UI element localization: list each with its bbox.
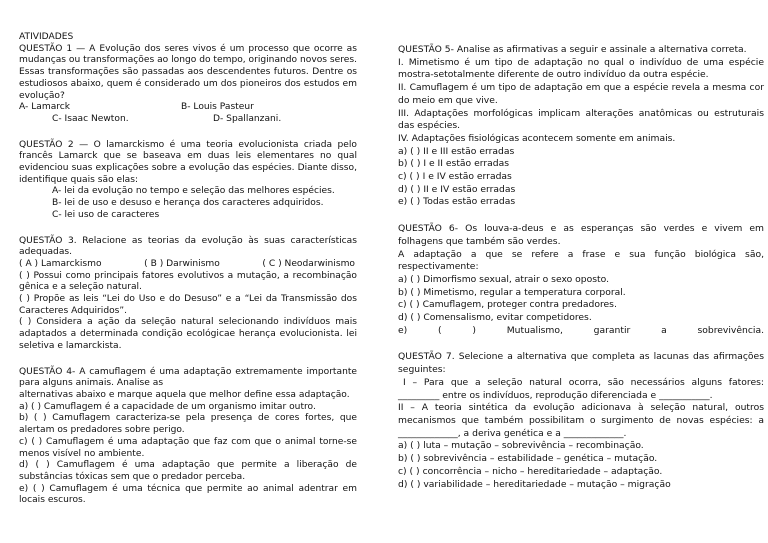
question-4-option-c: c) ( ) Camuflagem é uma adaptação que faz com que o animal torne-se menos visível no ambiente. (19, 436, 357, 459)
question-1-option-d: D- Spallanzani. (213, 113, 282, 124)
question-5-option-e: e) ( ) Todas estão erradas (398, 196, 516, 208)
question-4-option-e: e) ( ) Camuflagem é uma técnica que permite ao animal adentrar em locais escuros. (19, 483, 357, 506)
page-title: ATIVIDADES (19, 32, 74, 42)
question-4 (19, 367, 357, 507)
question-3-theories (19, 259, 357, 271)
question-5-option-c: c) ( ) I e IV estão erradas (398, 171, 512, 183)
question-4-option-b: b) ( ) Camuflagem caracteriza-se pela presença de cores fortes, que alertam os predadores sobre perigo. (19, 413, 357, 436)
question-1-option-a: A- Lamarck (19, 102, 71, 113)
left-column (19, 32, 357, 521)
question-4-text-2: alternativas abaixo e marque aquela que melhor define essa adaptação. (19, 389, 350, 400)
question-5-statement-1: I. Mimetismo é um tipo de adaptação no qual o indivíduo de uma espécie mostra-setotalmente diferente de outro indivíduo da outra espécie. (398, 56, 764, 81)
question-3-option-a: ( A ) Lamarckismo (19, 258, 102, 269)
question-7 (398, 351, 764, 491)
question-1-text: QUESTÃO 1 — A Evolução dos seres vivos é um processo que ocorre as mudanças ou transformações ao longo do tempo, originando novos seres. Essas transformações são passadas aos descendentes futuros. Dentre os estudiosos abaixo, quem é considerado um dos pioneiros dos estudos em evolução? (19, 43, 358, 101)
question-7-statement-2: II – A teoria sintética da evolução adicionava à seleção natural, outros mecanismos que também possibilitam o surgimento de novas espécies: a _____________, a deriva genética e a _____________. (398, 402, 764, 439)
question-2-option-a: A- lei da evolução no tempo e seleção das melhores espécies. (52, 186, 335, 197)
question-4-option-d: d) ( ) Camuflagem é uma adaptação que permite a liberação de substâncias tóxicas sem que o predador perceba. (19, 460, 357, 482)
question-3-item-2: ( ) Propõe as leis “Lei do Uso e do Desuso” e a “Lei da Transmissão dos Caracteres Adquiridos”. (19, 294, 357, 316)
question-5-option-d: d) ( ) II e IV estão erradas (398, 183, 516, 195)
question-7-statement-1: I – Para que a seleção natural ocorra, são necessários alguns fatores: _________ entre os indivíduos, reprodução diferenciada e ___________. (398, 376, 764, 401)
right-column (398, 44, 764, 505)
question-2-option-b: B- lei de uso e desuso e herança dos caracteres adquiridos. (52, 198, 324, 209)
question-7-option-b: b) ( ) sobrevivência – estabilidade – genética – mutação. (398, 453, 658, 465)
question-6-text-2: A adaptação a que se refere a frase e sua função biológica são, respectivamente: (398, 248, 764, 273)
question-5-statement-3: III. Adaptações morfológicas implicam alterações anatômicas ou estruturais das espécies. (398, 107, 764, 132)
question-2-option-c: C- lei uso de caracteres (52, 209, 160, 220)
question-3-text: QUESTÃO 3. Relacione as teorias da evolução às suas características adequadas. (19, 235, 357, 258)
question-5-statement-4: IV. Adaptações fisiológicas acontecem somente em animais. (398, 132, 676, 144)
question-6-option-d: d) ( ) Comensalismo, evitar competidores. (398, 312, 592, 324)
question-5-option-b: b) ( ) I e II estão erradas (398, 158, 510, 170)
question-6-option-a: a) ( ) Dimorfismo sexual, atrair o sexo oposto. (398, 273, 609, 285)
question-7-option-a: a) ( ) luta – mutação – sobrevivência – recombinação. (398, 440, 644, 452)
question-5-statement-2: II. Camuflagem é um tipo de adaptação em que a espécie revela a mesma cor do meio em que vive. (398, 82, 764, 106)
question-3-option-b: ( B ) Darwinismo (144, 258, 220, 269)
question-1-option-c: C- Isaac Newton. (52, 113, 129, 124)
question-3 (19, 236, 357, 353)
question-1-options-row-1 (19, 102, 357, 114)
question-5-option-a: a) ( ) II e III estão erradas (398, 145, 515, 157)
question-1 (19, 44, 357, 126)
question-7-text: QUESTÃO 7. Selecione a alternativa que completa as lacunas das afirmações seguintes: (398, 351, 764, 376)
question-6-option-b: b) ( ) Mimetismo, regular a temperatura corporal. (398, 286, 626, 298)
question-4-text: QUESTÃO 4- A camuflagem é uma adaptação extremamente importante para alguns animais. Analise as (19, 366, 357, 389)
question-7-option-c: c) ( ) concorrência – nicho – hereditariedade – adaptação. (398, 465, 663, 477)
question-6-option-c: c) ( ) Camuflagem, proteger contra predadores. (398, 299, 617, 311)
question-6 (398, 223, 764, 337)
question-3-option-c: ( C ) Neodarwinismo (262, 258, 355, 269)
question-5 (398, 44, 764, 209)
question-6-text: QUESTÃO 6- Os louva-a-deus e as esperanças são verdes e vivem em folhagens que também são verdes. (398, 223, 764, 247)
question-2-text: QUESTÃO 2 — O lamarckismo é uma teoria evolucionista criada pelo francês Lamarck que se baseava em duas leis elementares no qual evidenciou suas explicações sobre a evolução das espécies. Diante disso, identifique quais são elas: (19, 139, 357, 185)
question-6-option-e: e) ( ) Mutualismo, garantir a sobrevivência. (398, 324, 764, 336)
question-2 (19, 140, 357, 222)
question-3-item-1: ( ) Possui como principais fatores evolutivos a mutação, a recombinação gênica e a seleção natural. (19, 270, 357, 293)
question-7-option-d: d) ( ) variabilidade – hereditariedade – mutação – migração (398, 478, 671, 490)
question-3-item-3: ( ) Considera a ação da seleção natural selecionando indivíduos mais adaptados a determinada condição ecológicae herança evolucionista. lei seletiva e lamarckista. (19, 317, 357, 351)
question-5-text: QUESTÃO 5- Analise as afirmativas a seguir e assinale a alternativa correta. (398, 44, 747, 55)
question-1-option-b: B- Louis Pasteur (181, 102, 254, 113)
question-4-option-a: a) ( ) Camuflagem é a capacidade de um organismo imitar outro. (19, 401, 316, 412)
question-1-options-row-2 (19, 114, 357, 126)
